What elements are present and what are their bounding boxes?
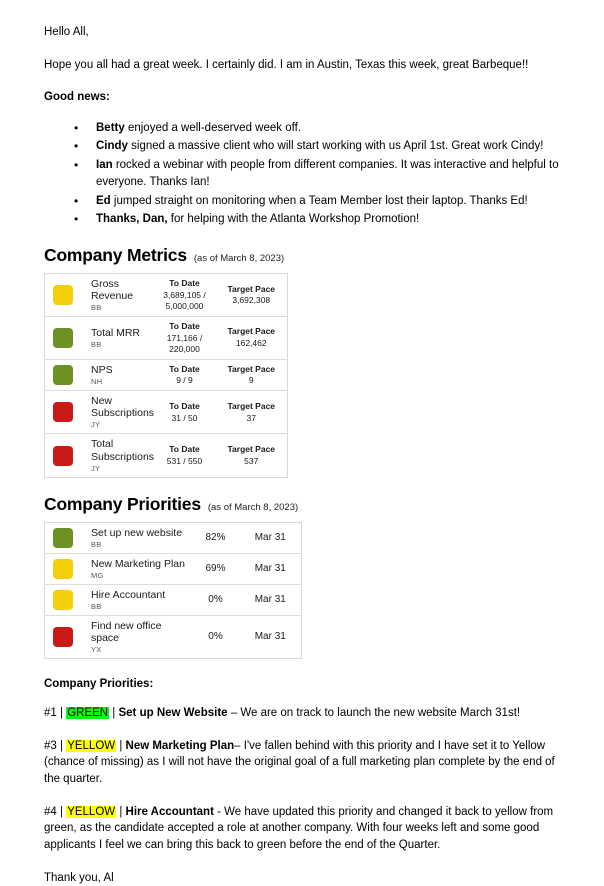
target-pace-value: 37 bbox=[246, 412, 256, 423]
metric-name-cell bbox=[89, 391, 154, 434]
priority-owner: BB bbox=[91, 539, 102, 549]
priority-name-cell bbox=[89, 584, 192, 615]
status-yellow-icon bbox=[53, 590, 73, 610]
good-news-item bbox=[74, 193, 564, 210]
metric-to-date-cell bbox=[154, 273, 216, 316]
metric-to-date-cell bbox=[154, 316, 216, 359]
target-pace-label: Target Pace bbox=[227, 363, 276, 374]
metric-name-cell bbox=[89, 359, 154, 391]
metric-target-pace-cell bbox=[216, 391, 288, 434]
good-news-list bbox=[44, 120, 564, 229]
narrative-item-number: #3 bbox=[44, 739, 57, 752]
metrics-row bbox=[45, 316, 288, 359]
priority-percent: 0% bbox=[208, 631, 223, 643]
good-news-item-lead: Ian bbox=[96, 158, 113, 171]
company-priorities-asof: (as of March 8, 2023) bbox=[207, 501, 299, 513]
metric-owner: BB bbox=[91, 302, 102, 312]
to-date-label: To Date bbox=[169, 444, 200, 455]
to-date-label: To Date bbox=[169, 363, 200, 374]
narrative-priority-name: New Marketing Plan bbox=[125, 739, 235, 752]
narrative-status-highlight: YELLOW bbox=[67, 805, 116, 818]
priority-name: Hire Accountant bbox=[91, 588, 166, 601]
target-pace-value: 9 bbox=[248, 375, 254, 386]
metric-status-swatch-cell bbox=[45, 359, 90, 391]
company-metrics-title: Company Metrics bbox=[44, 244, 187, 265]
greeting-line: Hello All, bbox=[44, 26, 89, 38]
priority-name: Find new office space bbox=[91, 619, 162, 644]
narrative-priority-name: Hire Accountant bbox=[125, 805, 214, 818]
metric-name: Total MRR bbox=[91, 326, 141, 339]
company-metrics-table bbox=[44, 273, 288, 478]
narrative-separator: | bbox=[116, 739, 126, 752]
metrics-row bbox=[45, 434, 288, 477]
priority-name: New Marketing Plan bbox=[91, 557, 185, 570]
target-pace-value: 3,692,308 bbox=[232, 295, 271, 306]
good-news-item-text: rocked a webinar with people from different companies. It was interactive and helpful to everyone. Thanks Ian! bbox=[96, 158, 559, 189]
narrative-item-number: #1 bbox=[44, 706, 57, 719]
good-news-item-lead: Cindy bbox=[96, 140, 128, 153]
to-date-label: To Date bbox=[169, 278, 200, 289]
good-news-item-lead: Ed bbox=[96, 194, 111, 207]
priority-due-date: Mar 31 bbox=[240, 553, 302, 584]
priority-owner: YX bbox=[91, 644, 102, 654]
metric-owner: BB bbox=[91, 339, 102, 349]
intro-paragraph: Hope you all had a great week. I certainly did. I am in Austin, Texas this week, great Barbeque!! bbox=[44, 58, 529, 71]
metric-name-cell bbox=[89, 316, 154, 359]
status-green-icon bbox=[53, 328, 73, 348]
priority-percent: 0% bbox=[192, 584, 240, 615]
good-news-item bbox=[74, 157, 564, 192]
narrative-item bbox=[44, 705, 564, 722]
narrative-body-text: – We are on track to launch the new website March 31st! bbox=[227, 706, 521, 719]
metric-target-pace-cell bbox=[216, 316, 288, 359]
priority-row bbox=[45, 553, 302, 584]
narrative-body-text: – I've fallen behind with this priority and I have set it to Yellow (chance of missing) as I will not have the original goal of a full marketing plan complete by the end of the quarter. bbox=[44, 739, 555, 785]
to-date-value: 9 / 9 bbox=[176, 375, 193, 386]
priority-row bbox=[45, 584, 302, 615]
metric-name-cell bbox=[89, 434, 154, 477]
to-date-value: 3,689,105 / 5,000,000 bbox=[163, 289, 206, 311]
good-news-item-text: jumped straight on monitoring when a Team Member lost their laptop. Thanks Ed! bbox=[110, 194, 528, 207]
good-news-item-lead: Thanks, Dan, bbox=[96, 213, 168, 226]
priority-row bbox=[45, 522, 302, 553]
priority-name-cell bbox=[89, 553, 192, 584]
target-pace-value: 162,462 bbox=[235, 338, 267, 349]
company-metrics-asof: (as of March 8, 2023) bbox=[193, 252, 285, 264]
status-yellow-icon bbox=[53, 559, 73, 579]
good-news-item bbox=[74, 138, 564, 155]
metric-name: New Subscriptions bbox=[91, 395, 155, 420]
metric-target-pace-cell bbox=[216, 359, 288, 391]
to-date-value: 531 / 550 bbox=[166, 455, 203, 466]
status-yellow-icon bbox=[53, 285, 73, 305]
priority-due-date: Mar 31 bbox=[240, 522, 302, 553]
target-pace-label: Target Pace bbox=[227, 326, 276, 337]
metric-to-date-cell bbox=[154, 391, 216, 434]
target-pace-value: 537 bbox=[244, 455, 259, 466]
narrative-item bbox=[44, 804, 564, 854]
priority-name-cell bbox=[89, 615, 192, 658]
priority-status-swatch-cell bbox=[45, 615, 90, 658]
good-news-item-lead: Betty bbox=[96, 122, 125, 135]
metric-status-swatch-cell bbox=[45, 316, 90, 359]
narrative-separator: | bbox=[56, 805, 67, 818]
target-pace-label: Target Pace bbox=[227, 444, 276, 455]
good-news-item bbox=[74, 211, 564, 228]
good-news-item-text: signed a massive client who will start working with us April 1st. Great work Cindy! bbox=[127, 140, 544, 153]
narrative-separator: | bbox=[56, 706, 67, 719]
company-priorities-title: Company Priorities bbox=[44, 493, 201, 514]
priority-due-date: Mar 31 bbox=[240, 584, 302, 615]
metric-status-swatch-cell bbox=[45, 391, 90, 434]
to-date-label: To Date bbox=[169, 401, 200, 412]
status-red-icon bbox=[53, 446, 73, 466]
priority-status-swatch-cell bbox=[45, 584, 90, 615]
target-pace-label: Target Pace bbox=[227, 401, 276, 412]
metric-name-cell bbox=[89, 273, 154, 316]
priority-name-cell bbox=[89, 522, 192, 553]
metrics-row bbox=[45, 359, 288, 391]
narrative-item bbox=[44, 738, 564, 788]
priority-percent: 69% bbox=[192, 553, 240, 584]
company-priorities-heading bbox=[44, 494, 564, 515]
target-pace-label: Target Pace bbox=[227, 283, 276, 294]
metrics-row bbox=[45, 391, 288, 434]
narrative-item-number: #4 bbox=[44, 805, 57, 818]
metrics-row bbox=[45, 273, 288, 316]
narrative-separator: | bbox=[56, 739, 67, 752]
metric-status-swatch-cell bbox=[45, 273, 90, 316]
status-green-icon bbox=[53, 528, 73, 548]
priority-percent: 82% bbox=[192, 522, 240, 553]
good-news-item-text: enjoyed a well-deserved week off. bbox=[124, 122, 301, 135]
good-news-item bbox=[74, 120, 564, 137]
priority-status-swatch-cell bbox=[45, 553, 90, 584]
priority-owner: MG bbox=[91, 570, 104, 580]
to-date-value: 171,166 / 220,000 bbox=[166, 332, 203, 354]
narrative-status-highlight: GREEN bbox=[67, 706, 109, 719]
metric-status-swatch-cell bbox=[45, 434, 90, 477]
metric-to-date-cell bbox=[154, 359, 216, 391]
status-green-icon bbox=[53, 365, 73, 385]
metric-owner: JY bbox=[91, 420, 101, 430]
to-date-value: 31 / 50 bbox=[171, 412, 198, 423]
narrative-separator: | bbox=[109, 706, 119, 719]
priority-row bbox=[45, 615, 302, 658]
narrative-body-text: - We have updated this priority and changed it back to yellow from green, as the candidate accepted a role at another company. With four weeks left and some good applicants I feel we can bring this back to green before the end of the Quarter. bbox=[44, 805, 554, 851]
to-date-label: To Date bbox=[169, 320, 200, 331]
metric-name: NPS bbox=[91, 363, 113, 376]
narrative-list bbox=[44, 705, 564, 854]
narrative-status-highlight: YELLOW bbox=[67, 739, 116, 752]
narrative-priority-name: Set up New Website bbox=[118, 706, 228, 719]
metric-target-pace-cell bbox=[216, 434, 288, 477]
status-red-icon bbox=[53, 402, 73, 422]
company-priorities-table bbox=[44, 522, 302, 659]
good-news-heading: Good news: bbox=[44, 91, 110, 104]
narrative-heading: Company Priorities: bbox=[44, 677, 154, 690]
priority-status-swatch-cell bbox=[45, 522, 90, 553]
company-metrics-heading bbox=[44, 245, 564, 266]
narrative-separator: | bbox=[116, 805, 126, 818]
status-red-icon bbox=[53, 627, 73, 647]
priority-due-date: Mar 31 bbox=[254, 631, 286, 643]
metric-name: Gross Revenue bbox=[91, 277, 134, 302]
signoff-line: Thank you, Al bbox=[44, 871, 114, 884]
priority-owner: BB bbox=[91, 601, 102, 611]
priority-name: Set up new website bbox=[91, 526, 183, 539]
metric-name: Total Subscriptions bbox=[91, 438, 155, 463]
metric-owner: JY bbox=[91, 463, 101, 473]
metric-owner: NH bbox=[91, 377, 103, 387]
metric-to-date-cell bbox=[154, 434, 216, 477]
metric-target-pace-cell bbox=[216, 273, 288, 316]
good-news-item-text: for helping with the Atlanta Workshop Promotion! bbox=[167, 213, 420, 226]
